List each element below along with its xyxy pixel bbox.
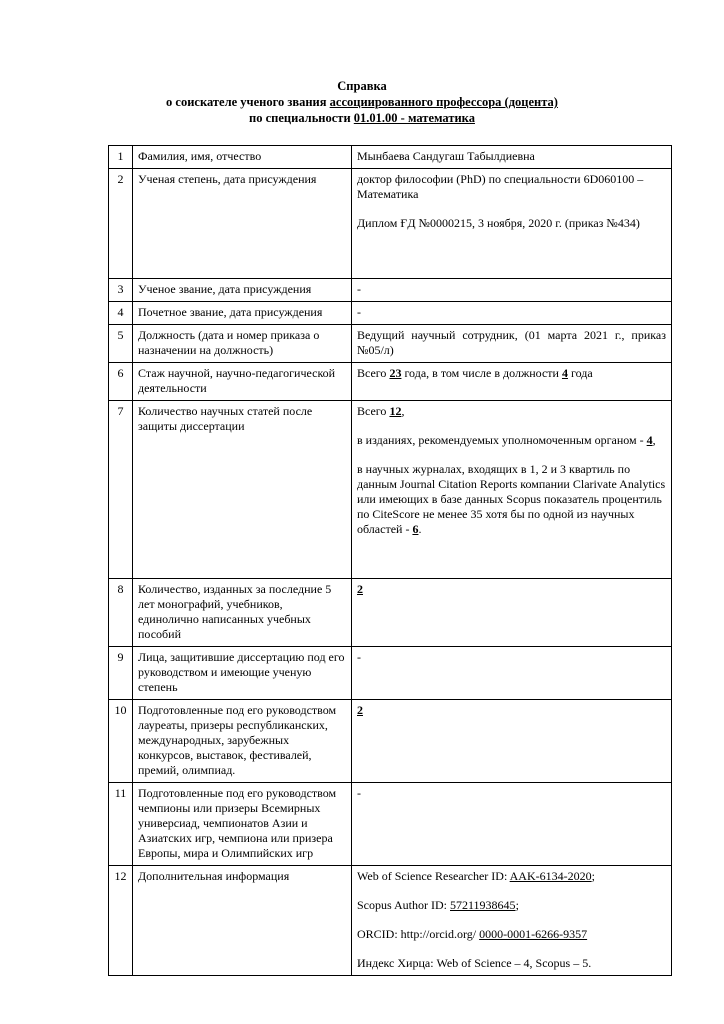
row-value: 2 — [352, 700, 672, 783]
scopus-id: Scopus Author ID: 57211938645; — [357, 898, 519, 912]
table-row — [109, 783, 672, 866]
row-number: 6 — [109, 363, 133, 401]
table-row — [109, 401, 672, 579]
position-years: 4 — [561, 366, 568, 380]
row-label: Количество научных статей после защиты диссертации — [133, 401, 352, 579]
specialty: 01.01.00 - математика — [353, 111, 475, 125]
academic-title: ассоциированного профессора (доцента) — [329, 95, 558, 109]
row-label: Должность (дата и номер приказа о назначении на должность) — [133, 325, 352, 363]
table-row — [109, 279, 672, 302]
row-label: Ученое звание, дата присуждения — [133, 279, 352, 302]
row-number: 3 — [109, 279, 133, 302]
degree-text: доктор философии (PhD) по специальности 6D060100 – Математика — [357, 172, 644, 201]
row-label: Подготовленные под его руководством лауреаты, призеры республиканских, международных, зарубежных конкурсов, выставок, фестивалей, премий, олимпиад. — [133, 700, 352, 783]
row-number: 10 — [109, 700, 133, 783]
row-value: Ведущий научный сотрудник, (01 марта 2021 г., приказ №05/л) — [352, 325, 672, 363]
row-label: Подготовленные под его руководством чемпионы или призеры Всемирных универсиад, чемпионатов Азии и Азиатских игр, чемпиона или призера Европы, мира и Олимпийских игр — [133, 783, 352, 866]
row-value — [352, 169, 672, 279]
table-row — [109, 363, 672, 401]
row-number: 11 — [109, 783, 133, 866]
document-header — [0, 78, 724, 126]
row-value — [352, 401, 672, 579]
row-number: 5 — [109, 325, 133, 363]
document-subtitle-line2: по специальности 01.01.00 - математика — [249, 111, 475, 125]
document-title: Справка — [337, 79, 387, 93]
row-number: 7 — [109, 401, 133, 579]
total-years: 23 — [389, 366, 402, 380]
diploma-text: Диплом ҒД №0000215, 3 ноября, 2020 г. (приказ №434) — [357, 216, 640, 230]
row-label: Почетное звание, дата присуждения — [133, 302, 352, 325]
table-row — [109, 700, 672, 783]
row-label: Фамилия, имя, отчество — [133, 146, 352, 169]
row-number: 1 — [109, 146, 133, 169]
table-row — [109, 579, 672, 647]
table-row — [109, 866, 672, 976]
articles-total: Всего 12, — [357, 404, 405, 418]
articles-recommended: в изданиях, рекомендуемых уполномоченным органом - 4, — [357, 433, 656, 447]
row-label: Количество, изданных за последние 5 лет монографий, учебников, единолично написанных учебных пособий — [133, 579, 352, 647]
row-number: 2 — [109, 169, 133, 279]
wos-id: Web of Science Researcher ID: AAK-6134-2020; — [357, 869, 595, 883]
row-label: Лица, защитившие диссертацию под его руководством и имеющие ученую степень — [133, 647, 352, 700]
articles-quartile: в научных журналах, входящих в 1, 2 и 3 квартиль по данным Journal Citation Reports компании Clarivate Analytics или имеющих в базе данных Scopus показатель процентиль по CiteScore не менее 35 хотя бы по одной из научных областей - 6. — [357, 462, 666, 536]
table-row — [109, 169, 672, 279]
table-row — [109, 325, 672, 363]
row-label: Ученая степень, дата присуждения — [133, 169, 352, 279]
candidate-info-table — [108, 145, 672, 976]
row-value: - — [352, 279, 672, 302]
row-number: 8 — [109, 579, 133, 647]
row-number: 4 — [109, 302, 133, 325]
row-value: - — [352, 783, 672, 866]
row-number: 9 — [109, 647, 133, 700]
row-value: - — [352, 647, 672, 700]
row-value: Всего 23 года, в том числе в должности 4 года — [352, 363, 672, 401]
document-subtitle-line1: о соискателе ученого звания ассоциированного профессора (доцента) — [166, 95, 558, 109]
row-value: Мынбаева Сандугаш Табылдиевна — [352, 146, 672, 169]
table-row — [109, 302, 672, 325]
hirsch-index: Индекс Хирца: Web of Science – 4, Scopus – 5. — [357, 956, 592, 970]
row-label: Стаж научной, научно-педагогической деятельности — [133, 363, 352, 401]
row-label: Дополнительная информация — [133, 866, 352, 976]
orcid-id: ORCID: http://orcid.org/ 0000-0001-6266-9357 — [357, 927, 588, 941]
row-value: 2 — [352, 579, 672, 647]
table-row — [109, 647, 672, 700]
table-row — [109, 146, 672, 169]
row-value — [352, 866, 672, 976]
row-value: - — [352, 302, 672, 325]
row-number: 12 — [109, 866, 133, 976]
